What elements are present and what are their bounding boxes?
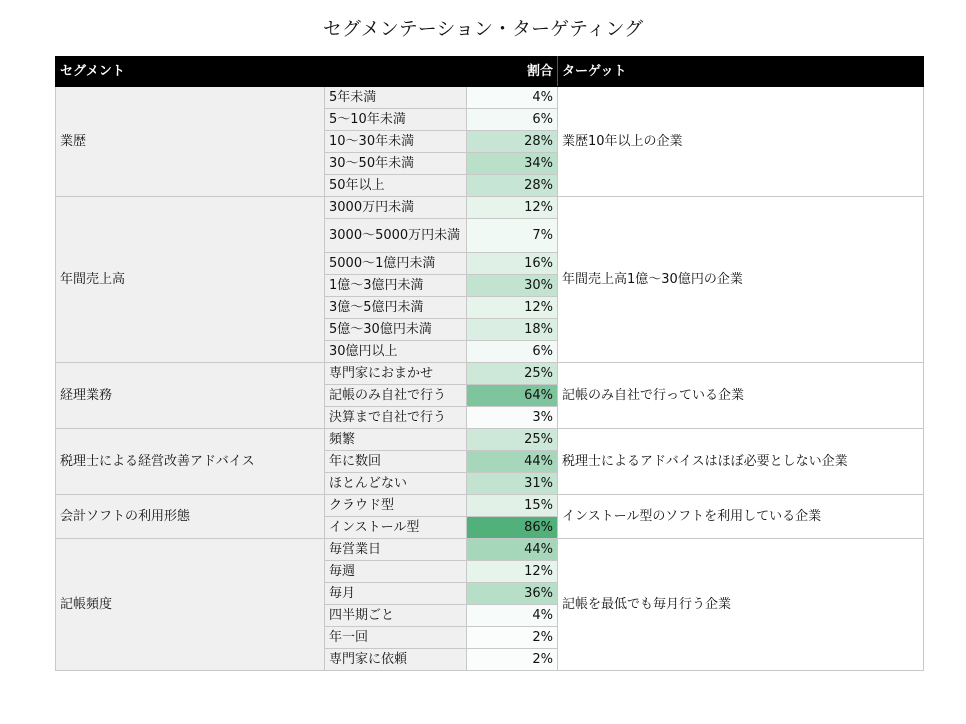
segment-name: 業歴: [56, 87, 325, 197]
sub-segment-label: 決算まで自社で行う: [325, 407, 467, 429]
sub-segment-label: 専門家に依頼: [325, 649, 467, 671]
sub-segment-label: 50年以上: [325, 175, 467, 197]
table-row: [56, 429, 924, 451]
segment-name: 記帳頻度: [56, 539, 325, 671]
sub-segment-label: 四半期ごと: [325, 605, 467, 627]
ratio-value: 31%: [467, 473, 558, 495]
sub-segment-label: 毎営業日: [325, 539, 467, 561]
target-description: 業歴10年以上の企業: [558, 87, 924, 197]
table-body: [56, 87, 924, 671]
sub-segment-label: 毎週: [325, 561, 467, 583]
header-row: [56, 57, 924, 87]
ratio-value: 4%: [467, 87, 558, 109]
sub-segment-label: 5年未満: [325, 87, 467, 109]
table-row: [56, 87, 924, 109]
ratio-value: 6%: [467, 109, 558, 131]
sub-segment-label: 3億〜5億円未満: [325, 297, 467, 319]
target-description: インストール型のソフトを利用している企業: [558, 495, 924, 539]
sub-segment-label: クラウド型: [325, 495, 467, 517]
ratio-value: 12%: [467, 197, 558, 219]
ratio-value: 12%: [467, 297, 558, 319]
sub-segment-label: 30億円以上: [325, 341, 467, 363]
ratio-value: 12%: [467, 561, 558, 583]
ratio-value: 34%: [467, 153, 558, 175]
sub-segment-label: 専門家におまかせ: [325, 363, 467, 385]
target-description: 記帳のみ自社で行っている企業: [558, 363, 924, 429]
table-row: [56, 197, 924, 219]
target-description: 記帳を最低でも毎月行う企業: [558, 539, 924, 671]
segment-name: 年間売上高: [56, 197, 325, 363]
target-description: 税理士によるアドバイスはほぼ必要としない企業: [558, 429, 924, 495]
ratio-value: 3%: [467, 407, 558, 429]
ratio-value: 86%: [467, 517, 558, 539]
segment-name: 税理士による経営改善アドバイス: [56, 429, 325, 495]
header-target: ターゲット: [558, 57, 924, 87]
sub-segment-label: 年一回: [325, 627, 467, 649]
table-row: [56, 363, 924, 385]
ratio-value: 44%: [467, 539, 558, 561]
sub-segment-label: インストール型: [325, 517, 467, 539]
sub-segment-label: 10〜30年未満: [325, 131, 467, 153]
ratio-value: 16%: [467, 253, 558, 275]
sub-segment-label: 頻繁: [325, 429, 467, 451]
ratio-value: 44%: [467, 451, 558, 473]
ratio-value: 28%: [467, 131, 558, 153]
header-ratio: 割合: [467, 57, 558, 87]
page-title: セグメンテーション・ターゲティング: [322, 18, 644, 40]
sub-segment-label: 5000〜1億円未満: [325, 253, 467, 275]
ratio-value: 25%: [467, 429, 558, 451]
ratio-value: 2%: [467, 649, 558, 671]
sub-segment-label: 1億〜3億円未満: [325, 275, 467, 297]
sub-segment-label: 3000〜5000万円未満: [325, 219, 467, 253]
ratio-value: 18%: [467, 319, 558, 341]
ratio-value: 64%: [467, 385, 558, 407]
ratio-value: 25%: [467, 363, 558, 385]
sub-segment-label: 毎月: [325, 583, 467, 605]
table-row: [56, 495, 924, 517]
header-segment: セグメント: [56, 57, 467, 87]
ratio-value: 15%: [467, 495, 558, 517]
ratio-value: 2%: [467, 627, 558, 649]
sub-segment-label: 5〜10年未満: [325, 109, 467, 131]
ratio-value: 6%: [467, 341, 558, 363]
table-row: [56, 539, 924, 561]
ratio-value: 30%: [467, 275, 558, 297]
sub-segment-label: 3000万円未満: [325, 197, 467, 219]
segmentation-table: [55, 56, 924, 671]
sub-segment-label: 記帳のみ自社で行う: [325, 385, 467, 407]
ratio-value: 28%: [467, 175, 558, 197]
segment-name: 会計ソフトの利用形態: [56, 495, 325, 539]
segment-name: 経理業務: [56, 363, 325, 429]
ratio-value: 7%: [467, 219, 558, 253]
sub-segment-label: 年に数回: [325, 451, 467, 473]
target-description: 年間売上高1億〜30億円の企業: [558, 197, 924, 363]
ratio-value: 36%: [467, 583, 558, 605]
ratio-value: 4%: [467, 605, 558, 627]
sub-segment-label: 5億〜30億円未満: [325, 319, 467, 341]
sub-segment-label: ほとんどない: [325, 473, 467, 495]
sub-segment-label: 30〜50年未満: [325, 153, 467, 175]
